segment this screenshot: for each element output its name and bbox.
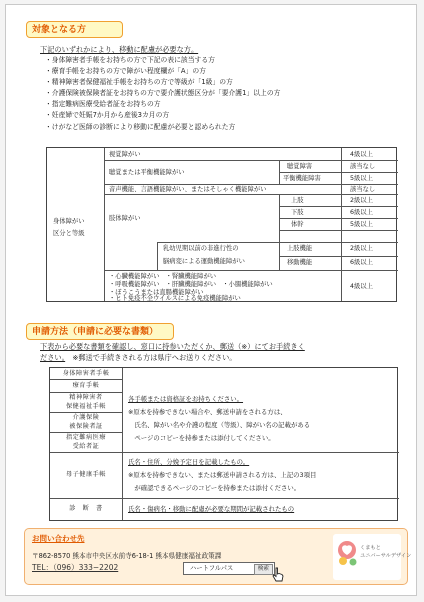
group-text-4: ページのコピーを持参または添付してください。: [128, 434, 275, 442]
eligibility-item: ・ 精神障害者保健福祉手帳をお持ちの方で等級が「1級」の方: [45, 77, 280, 88]
universal-design-logo: [333, 534, 412, 580]
section-heading-application: 申請方法（申請に必要な書類）: [26, 323, 174, 340]
internal-line-2: ・呼吸機能障がい ・肝臓機能障がい ・小腸機能障がい: [109, 281, 273, 288]
eligibility-item: ・ 身体障害者手帳をお持ちの方で下記の表に該当する方: [45, 55, 280, 66]
eligibility-list: [45, 55, 280, 133]
logo-line-1: くまもと: [360, 545, 381, 551]
contact-box: [24, 528, 412, 585]
doc-label-boshi: 母子健康手帳: [65, 471, 107, 478]
documents-table: [49, 367, 398, 521]
upper-limb: 上肢: [291, 197, 304, 204]
trunk: 体幹: [291, 221, 304, 228]
application-lead-1: 下表から必要な書類を確認し、窓口に持参いただくか、郵送（※）にてお手続きく: [40, 342, 305, 351]
internal-grade: 4級以上: [350, 283, 373, 290]
group-text-1: 各手帳または資格証をお持ちください。: [128, 395, 244, 403]
limb-label: 肢体障がい: [109, 215, 141, 222]
infant-upper-grade: 2級以上: [350, 245, 373, 252]
group-text-3: 氏名、障がい名や介護の程度（等級）、障がい名の記載がある: [128, 421, 311, 429]
doc-label-kaigo: 介護保険 被保険者証: [69, 414, 103, 430]
doc-label-shintai: 身体障害者手帳: [62, 370, 110, 377]
application-lead-2b: ※郵送で手続きされる方は県庁へお送りください。: [65, 353, 237, 362]
hearing-grade: 該当なし: [350, 163, 376, 170]
eligibility-item: ・ 指定難病医療受給者証をお持ちの方: [45, 99, 280, 110]
infant-upper: 上肢機能: [287, 245, 313, 252]
upper-grade: 2級以上: [350, 197, 373, 204]
eligibility-item: ・ 療育手帳をお持ちの方で障がい程度欄が「A」の方: [45, 66, 280, 77]
voice-grade: 該当なし: [350, 186, 376, 193]
visual-label: 視覚障がい: [109, 151, 141, 158]
left-label: 身体障がい 区分と等級: [53, 218, 85, 237]
eligibility-item: ・ 妊産婦で妊娠7か月から産後3カ月の方: [45, 110, 280, 121]
shindan-text: 氏名・傷病名・移動に配慮が必要な期間が記載されたもの: [128, 505, 295, 513]
contact-title: お問い合わせ先: [32, 534, 85, 543]
balance-grade: 5級以上: [350, 175, 373, 182]
infant-line-1: 乳幼児期以前の非進行性の: [163, 245, 239, 252]
trunk-grade: 5級以上: [350, 221, 373, 228]
hearing-label: 聴覚または平衡機能障がい: [109, 169, 185, 176]
internal-line-3: ・ぼうこうまたは直腸機能障がい: [109, 289, 204, 296]
search-box[interactable]: [183, 562, 275, 575]
application-lead-2: [40, 353, 237, 363]
group-text-2: ※原本を持参できない場合や、郵送申請をされる方は、: [128, 408, 287, 416]
internal-line-4: ・ヒト免疫不全ウイルスによる免疫機能障がい: [109, 295, 241, 302]
visual-grade: 4級以上: [350, 151, 373, 158]
pointer-hand-icon: [272, 567, 284, 582]
hearing-sub: 聴覚障害: [287, 163, 313, 170]
section-heading-eligibility: 対象となる方: [26, 21, 123, 38]
infant-move: 移動機能: [287, 259, 313, 266]
disability-grade-table: [46, 147, 397, 302]
boshi-text-2: ※原本を持参できない、または郵送申請される方は、上記の3項目: [128, 471, 317, 479]
balance-sub: 平衡機能障害: [283, 175, 321, 182]
lower-limb: 下肢: [291, 209, 304, 216]
internal-line-1: ・心臓機能障がい ・腎臓機能障がい: [109, 273, 217, 280]
infant-move-grade: 6級以上: [350, 259, 373, 266]
eligibility-item: ・ けがなど医師の診断により移動に配慮が必要と認められた方: [45, 122, 280, 133]
application-lead-2a: ださい。: [40, 353, 66, 362]
contact-tel[interactable]: TEL：（096）333−2202: [32, 563, 119, 572]
document-page: [5, 4, 417, 596]
voice-label: 音声機能、言語機能障がい、またはそしゃく機能障がい: [109, 186, 267, 193]
doc-label-seishin: 精神障害者 保健福祉手帳: [65, 394, 107, 410]
boshi-text-3: が確認できるページのコピーを持参または添付ください。: [128, 484, 301, 492]
eligibility-item: ・ 介護保険被保険者証をお持ちの方で要介護状態区分が「要介護1」以上の方: [45, 88, 280, 99]
search-button[interactable]: 検索: [254, 564, 273, 575]
doc-label-ryoiku: 療育手帳: [72, 382, 100, 389]
search-query[interactable]: ハートフルパス: [190, 565, 234, 572]
logo-line-2: ユニバーサルデザイン: [360, 553, 412, 559]
infant-line-2: 脳病変による運動機能障がい: [163, 258, 245, 265]
doc-label-nanbyo: 指定難病医療 受給者証: [65, 434, 107, 450]
eligibility-lead: 下記のいずれかにより、移動に配慮が必要な方。: [40, 45, 199, 54]
lower-grade: 6級以上: [350, 209, 373, 216]
boshi-text-1: 氏名・住所、分娩予定日を記載したもの。: [128, 458, 250, 466]
contact-address: 〒862-8570 熊本市中央区水前寺6-18-1 熊本県健康福祉政策課: [32, 552, 222, 560]
doc-label-shindan: 診 断 書: [69, 505, 103, 512]
